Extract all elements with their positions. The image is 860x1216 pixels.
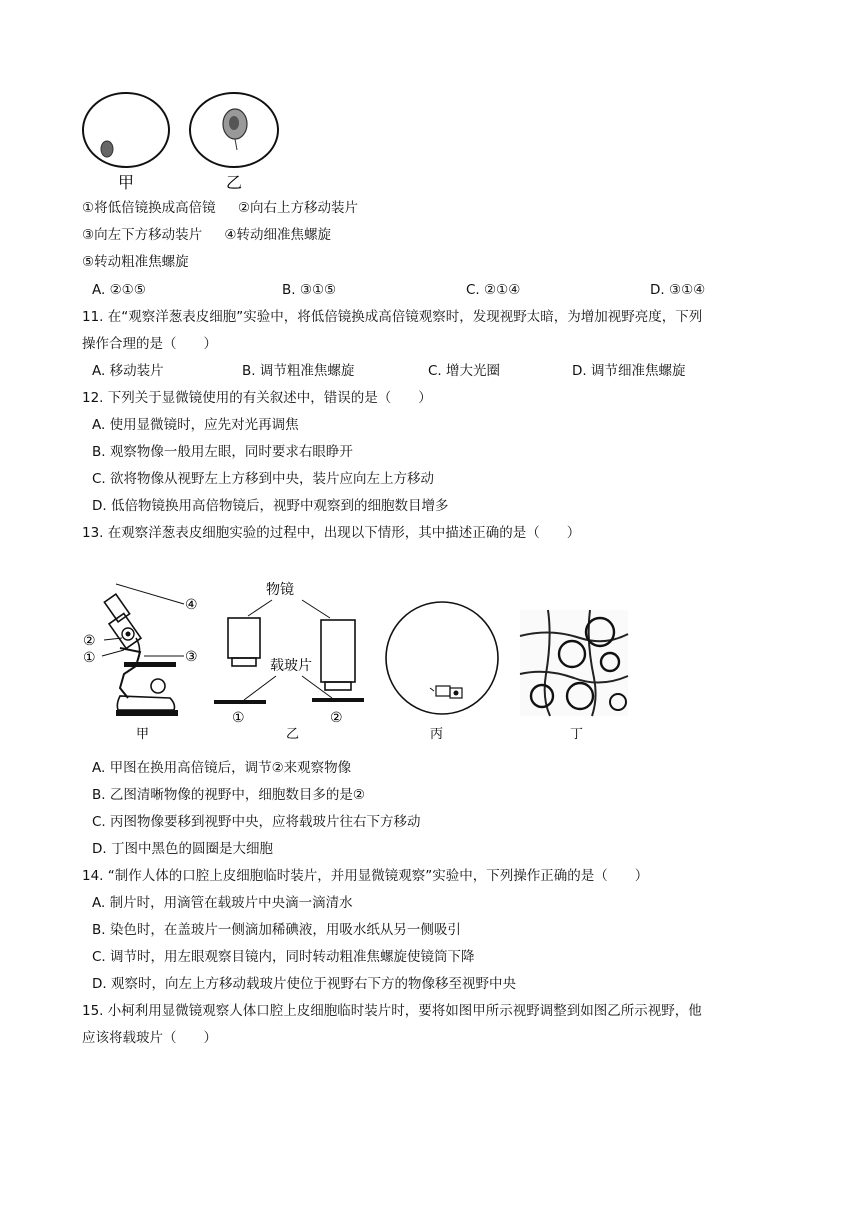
objective-long xyxy=(321,620,355,682)
label-bing: 丙 xyxy=(430,727,444,742)
q11-stem-line2: 操作合理的是（ ） xyxy=(82,336,217,352)
q11-option-c[interactable]: C. 增大光圈 xyxy=(428,363,501,379)
q11-stem-line1: 11. 在“观察洋葱表皮细胞”实验中，将低倍镜换成高倍镜观察时，发现视野太暗，为增加视野亮度，下列 xyxy=(82,309,703,325)
label-yi: 乙 xyxy=(226,173,243,192)
label-n3: ③ xyxy=(185,649,198,665)
q13-option-b[interactable]: B. 乙图清晰物像的视野中，细胞数目多的是② xyxy=(92,787,365,803)
q11-option-b[interactable]: B. 调节粗准焦螺旋 xyxy=(242,363,355,379)
q13-option-a[interactable]: A. 甲图在换用高倍镜后，调节②来观察物像 xyxy=(92,760,352,776)
field-jia xyxy=(83,93,169,167)
q14-option-d[interactable]: D. 观察时，向左上方移动载玻片使位于视野右下方的物像移至视野中央 xyxy=(92,976,516,992)
label-ding: 丁 xyxy=(570,727,584,742)
q12-stem: 12. 下列关于显微镜使用的有关叙述中，错误的是（ ） xyxy=(82,390,432,406)
label-yi: 乙 xyxy=(286,727,300,742)
q10-figure xyxy=(80,88,290,193)
q10-step-2: ②向右上方移动装片 xyxy=(237,200,359,216)
q11-option-d[interactable]: D. 调节细准焦螺旋 xyxy=(572,363,686,379)
q10-option-a[interactable]: A. ②①⑤ xyxy=(92,282,146,298)
label-slide: 载玻片 xyxy=(270,658,312,674)
cell-jia xyxy=(101,141,113,157)
q13-option-c[interactable]: C. 丙图物像要移到视野中央，应将载玻片往右下方移动 xyxy=(92,814,421,830)
q10-step-4: ④转动细准焦螺旋 xyxy=(224,227,332,243)
q13-option-d[interactable]: D. 丁图中黑色的圆圈是大细胞 xyxy=(92,841,273,857)
label-n2: ② xyxy=(83,633,96,649)
q11-option-a[interactable]: A. 移动装片 xyxy=(92,363,164,379)
q13-stem: 13. 在观察洋葱表皮细胞实验的过程中，出现以下情形，其中描述正确的是（ ） xyxy=(82,525,581,541)
objectives-diagram xyxy=(214,581,364,742)
q12-option-c[interactable]: C. 欲将物像从视野左上方移到中央，装片应向左上方移动 xyxy=(92,471,435,487)
q10-step-5: ⑤转动粗准焦螺旋 xyxy=(82,254,189,270)
q10-step-1: ①将低倍镜换成高倍镜 xyxy=(82,200,216,216)
label-jia: 甲 xyxy=(136,727,150,742)
q15-stem-line2: 应该将载玻片（ ） xyxy=(82,1030,217,1046)
q12-option-d[interactable]: D. 低倍物镜换用高倍物镜后，视野中观察到的细胞数目增多 xyxy=(92,498,449,514)
label-n1: ① xyxy=(83,650,96,666)
view-field-diagram xyxy=(386,602,498,742)
objective-short xyxy=(228,618,260,658)
q13-figure xyxy=(80,578,640,746)
q10-option-b[interactable]: B. ③①⑤ xyxy=(282,282,337,298)
q12-option-b[interactable]: B. 观察物像一般用左眼，同时要求右眼睁开 xyxy=(92,444,353,460)
q15-stem-line1: 15. 小柯利用显微镜观察人体口腔上皮细胞临时装片时，要将如图甲所示视野调整到如图乙所示视野，他 xyxy=(82,1003,702,1019)
microscope-diagram xyxy=(83,584,198,742)
onion-cells-diagram xyxy=(520,610,628,742)
label-objective: 物镜 xyxy=(266,582,294,598)
q14-stem: 14. “制作人体的口腔上皮细胞临时装片，并用显微镜观察”实验中，下列操作正确的是（ ） xyxy=(82,868,649,884)
q14-option-c[interactable]: C. 调节时，用左眼观察目镜内，同时转动粗准焦螺旋使镜筒下降 xyxy=(92,949,475,965)
q10-option-d[interactable]: D. ③①④ xyxy=(650,282,706,298)
q12-option-a[interactable]: A. 使用显微镜时，应先对光再调焦 xyxy=(92,417,299,433)
q14-option-a[interactable]: A. 制片时，用滴管在载玻片中央滴一滴清水 xyxy=(92,895,353,911)
label-obj-1: ① xyxy=(232,710,245,726)
q10-option-c[interactable]: C. ②①④ xyxy=(466,282,521,298)
q10-step-3: ③向左下方移动装片 xyxy=(82,227,203,243)
q14-option-b[interactable]: B. 染色时，在盖玻片一侧滴加稀碘液，用吸水纸从另一侧吸引 xyxy=(92,922,461,938)
label-obj-2: ② xyxy=(330,710,343,726)
label-jia: 甲 xyxy=(118,173,135,192)
label-n4: ④ xyxy=(185,597,198,613)
